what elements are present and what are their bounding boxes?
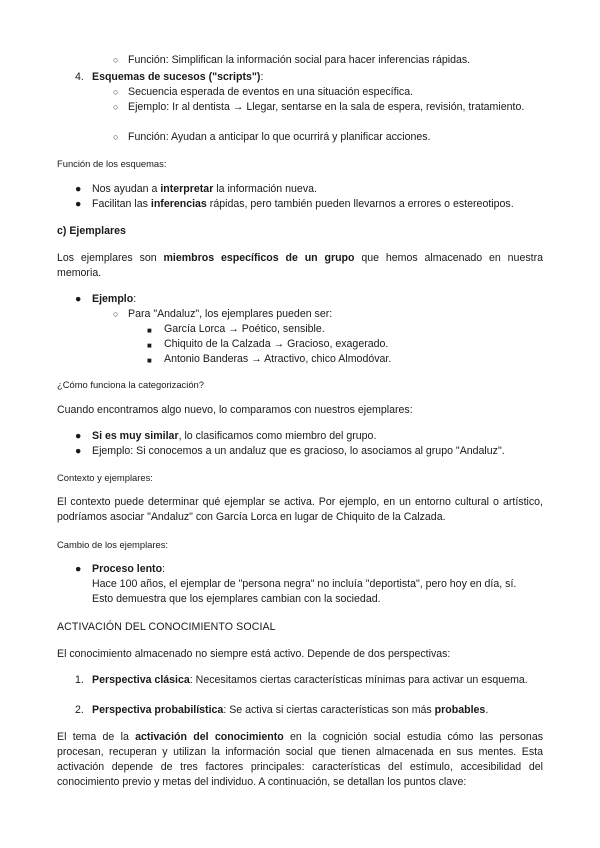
- section-heading: Función de los esquemas:: [57, 158, 167, 169]
- bullet-icon: ●: [75, 445, 82, 457]
- circle-bullet-icon: ○: [113, 55, 119, 65]
- paragraph: Cuando encontramos algo nuevo, lo comparamos con nuestros ejemplares:: [57, 404, 413, 416]
- list-number: 1.: [75, 674, 84, 686]
- item-text: Función: Simplifican la información social para hacer inferencias rápidas.: [128, 54, 471, 66]
- section-title: c) Ejemplares: [57, 225, 126, 237]
- bullet-icon: ●: [75, 563, 82, 575]
- list-item: ● Ejemplo: Si conocemos a un andaluz que es gracioso, lo asociamos al grupo "Andaluz".: [75, 445, 505, 457]
- list-item: [113, 130, 542, 145]
- item-text: Secuencia esperada de eventos en una situación específica.: [128, 86, 414, 98]
- section-heading: Contexto y ejemplares:: [57, 472, 153, 483]
- list-item: ● Proceso lento: Hace 100 años, el ejemplar de "persona negra" no incluía "deportista", pero hoy en día, sí. Esto demuestra que los ejemplares cambian con la sociedad.: [75, 563, 517, 605]
- square-bullet-icon: ■: [147, 356, 152, 365]
- list-item: ● Facilitan las inferencias rápidas, pero también pueden llevarnos a errores o estereotipos.: [75, 198, 514, 210]
- item-title: Esquemas de sucesos ("scripts"): [92, 71, 261, 83]
- list-item: 4. Esquemas de sucesos ("scripts"):: [75, 71, 264, 83]
- paragraph: El contexto puede determinar qué ejemplar se activa. Por ejemplo, en un entorno cultural o artístico, podríamos asociar "Andaluz" con García Lorca en lugar de Chiquito de la Calzada.: [57, 496, 543, 523]
- section-title: ACTIVACIÓN DEL CONOCIMIENTO SOCIAL: [57, 621, 276, 633]
- paragraph: El conocimiento almacenado no siempre está activo. Depende de dos perspectivas:: [57, 648, 451, 660]
- list-item: ■ Antonio Banderas → Atractivo, chico Almodóvar.: [164, 352, 544, 367]
- list-item: [113, 53, 548, 68]
- paragraph: El tema de la activación del conocimiento en la cognición social estudia cómo las personas procesan, recuperan y utilizan la información social que tienen almacenada en sus mentes. Esta activación depende de tres factores principales: características del estímulo, accesibilidad del conocimiento previo y metas del individuo. A continuación, se detallan los puntos clave:: [57, 731, 544, 788]
- list-item: 2. Perspectiva probabilística: Se activa si ciertas características son más probables.: [75, 704, 489, 716]
- circle-bullet-icon: ○: [113, 87, 119, 97]
- paragraph: Los ejemplares son miembros específicos de un grupo que hemos almacenado en nuestra memoria.: [57, 252, 543, 279]
- bullet-icon: ●: [75, 183, 82, 195]
- section-heading: Cambio de los ejemplares:: [57, 539, 168, 550]
- circle-bullet-icon: ○: [113, 309, 119, 319]
- list-item: ● Nos ayudan a interpretar la información nueva.: [75, 183, 317, 195]
- list-item: ■ García Lorca → Poético, sensible.: [164, 322, 544, 337]
- list-item: ● Si es muy similar, lo clasificamos como miembro del grupo.: [75, 430, 377, 442]
- square-bullet-icon: ■: [147, 341, 152, 350]
- list-item: [113, 100, 542, 115]
- bullet-icon: ●: [75, 430, 82, 442]
- list-item: 1. Perspectiva clásica: Necesitamos ciertas características mínimas para activar un esquema.: [75, 674, 528, 686]
- circle-bullet-icon: ○: [113, 132, 119, 142]
- item-text: Función: Ayudan a anticipar lo que ocurrirá y planificar acciones.: [128, 131, 431, 143]
- list-item: [113, 85, 542, 100]
- list-number: 4.: [75, 71, 84, 83]
- list-number: 2.: [75, 704, 84, 716]
- circle-bullet-icon: ○: [113, 102, 119, 112]
- section-heading: ¿Cómo funciona la categorización?: [57, 379, 204, 390]
- list-item: ● Ejemplo:: [75, 293, 137, 305]
- list-item: ■ Chiquito de la Calzada → Gracioso, exagerado.: [164, 337, 544, 352]
- list-item: ○ Para "Andaluz", los ejemplares pueden ser:: [113, 308, 333, 320]
- bullet-icon: ●: [75, 293, 82, 305]
- item-text: Ejemplo: Ir al dentista → Llegar, sentarse en la sala de espera, revisión, tratamiento.: [128, 101, 525, 113]
- square-bullet-icon: ■: [147, 326, 152, 335]
- bullet-icon: ●: [75, 198, 82, 210]
